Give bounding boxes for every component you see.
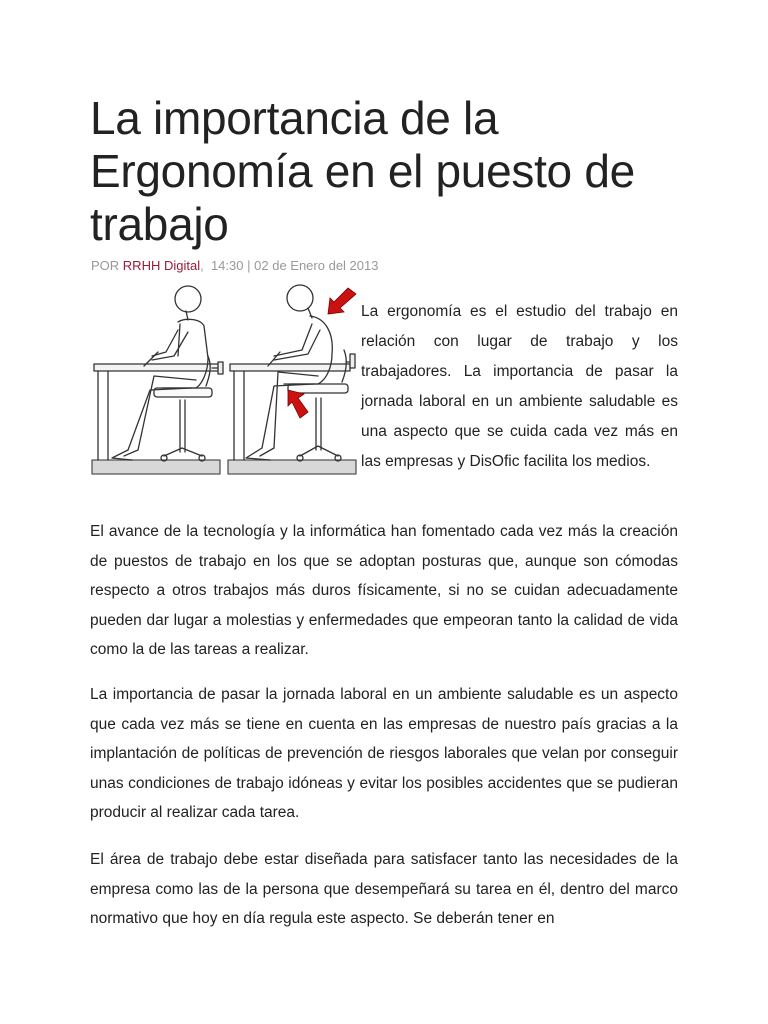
- body-paragraph: El área de trabajo debe estar diseñada para satisfacer tanto las necesidades de la empresa como las de la persona que desempeñará su tarea en él, dentro del marco normativo que hoy en día regula este aspecto. Se deberán tener en: [90, 851, 678, 927]
- byline-time: 14:30: [210, 258, 244, 273]
- article-byline: [91, 258, 378, 273]
- ergonomics-illustration: [88, 280, 358, 480]
- byline-prefix: POR: [91, 258, 120, 273]
- byline-date: 02 de Enero del 2013: [254, 258, 379, 273]
- body-paragraph: El avance de la tecnología y la informática han fomentado cada vez más la creación de puestos de trabajo en los que se adoptan posturas que, aunque son cómodas respecto a otros trabajos más duros físicamente, si no se cuidan adecuadamente pueden dar lugar a molestias y enfermedades que empeoran tanto la calidad de vida como la de las tareas a realizar.: [90, 523, 678, 658]
- incorrect-posture-figure-icon: [228, 285, 356, 474]
- article-title: La importancia de la Ergonomía en el puesto de trabajo: [90, 92, 635, 250]
- correct-posture-figure-icon: [92, 286, 223, 474]
- red-arrow-icon: [288, 288, 356, 418]
- byline-comma: ,: [200, 258, 204, 273]
- author-link[interactable]: RRHH Digital: [122, 258, 201, 273]
- byline-divider: |: [247, 258, 251, 273]
- body-paragraph: La importancia de pasar la jornada laboral en un ambiente saludable es un aspecto que cada vez más se tiene en cuenta en las empresas de nuestro país gracias a la implantación de políticas de prevención de riesgos laborales que velan por conseguir unas condiciones de trabajo idóneas y evitar los posibles accidentes que se pudieran producir al realizar cada tarea.: [90, 686, 678, 821]
- intro-paragraph: La ergonomía es el estudio del trabajo en relación con lugar de trabajo y los trabajadores. La importancia de pasar la jornada laboral en un ambiente saludable es una aspecto que se cuida cada vez más en las empresas y DisOfic facilita los medios.: [361, 303, 678, 470]
